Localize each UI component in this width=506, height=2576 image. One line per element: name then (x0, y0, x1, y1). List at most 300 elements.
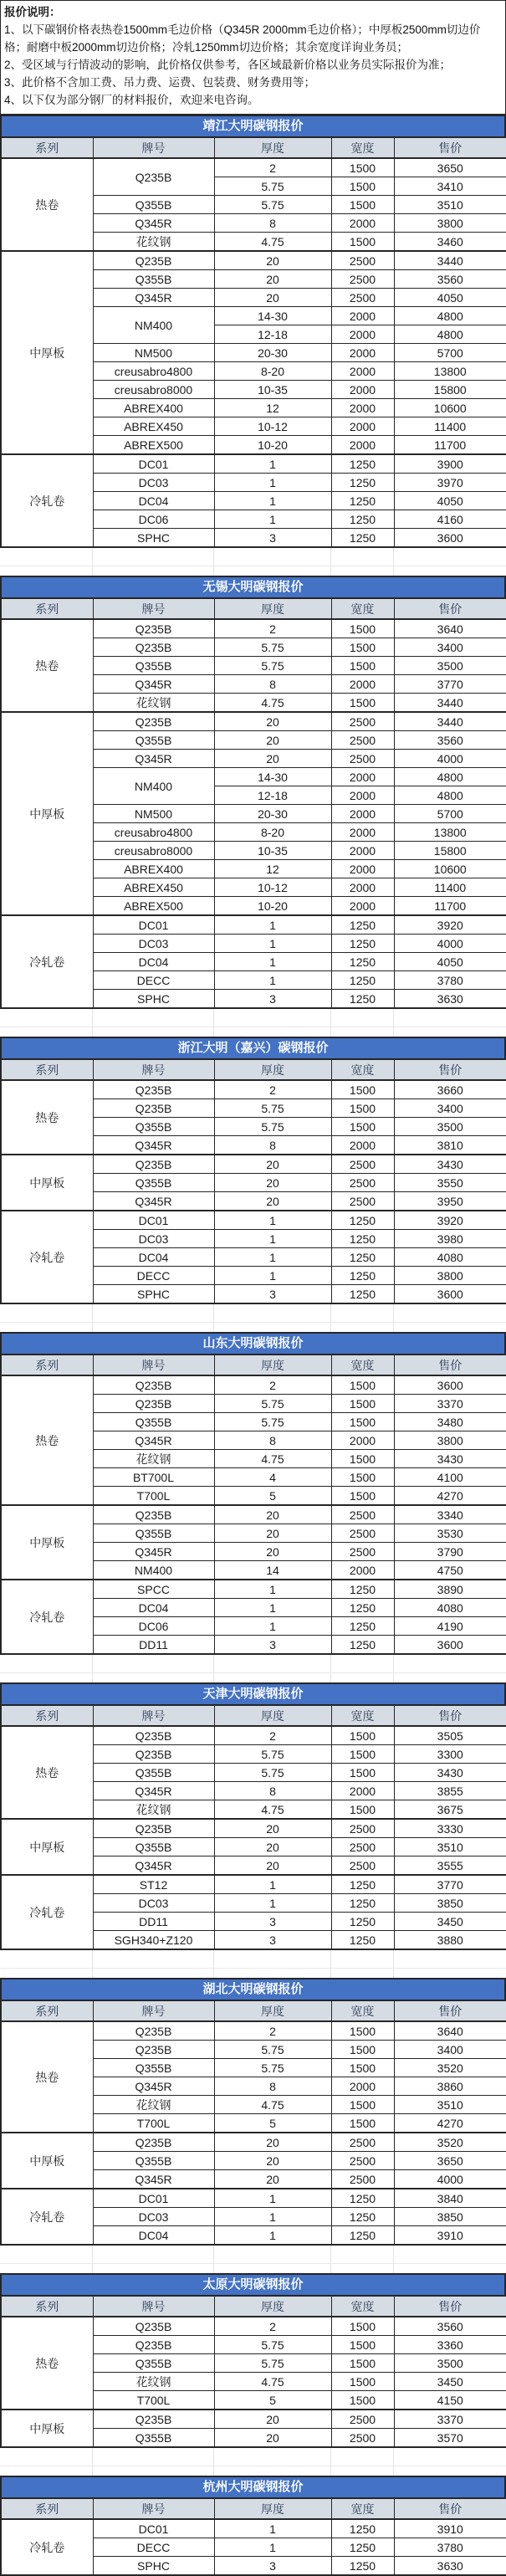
price-cell: 3400 (394, 1099, 506, 1118)
width-cell: 1500 (331, 2114, 394, 2133)
price-cell: 3400 (394, 2041, 506, 2059)
series-cell: 热卷 (1, 158, 93, 251)
brand-cell: ABREX450 (93, 878, 214, 897)
price-grid (0, 1704, 506, 1950)
note-line: 3、此价格不含加工费、吊力费、运费、包装费、财务费用等； (4, 76, 316, 89)
brand-cell: ST12 (93, 1875, 214, 1894)
gridline (393, 1009, 394, 1037)
brand-cell: Q345R (93, 1136, 214, 1155)
width-cell: 2000 (331, 768, 394, 786)
thickness-cell: 1 (214, 2538, 331, 2557)
price-table (0, 1037, 506, 1304)
thickness-cell: 3 (214, 1636, 331, 1655)
price-cell: 3370 (394, 1395, 506, 1413)
price-grid (0, 1354, 506, 1655)
thickness-cell: 5.75 (214, 196, 331, 214)
notes-heading: 报价说明： (4, 6, 61, 18)
thickness-cell: 5.75 (214, 1745, 331, 1764)
column-header: 系列 (1, 598, 93, 619)
thickness-cell: 1 (214, 915, 331, 935)
thickness-cell: 1 (214, 1230, 331, 1248)
column-header: 系列 (1, 1705, 93, 1726)
width-cell: 1500 (331, 2336, 394, 2354)
price-cell: 3430 (394, 1764, 506, 1782)
price-cell: 3555 (394, 1856, 506, 1876)
brand-cell: creusabro8000 (93, 381, 214, 399)
header-row (1, 1059, 506, 1080)
width-cell: 2000 (331, 1561, 394, 1580)
width-cell: 2500 (331, 251, 394, 270)
thickness-cell: 1 (214, 935, 331, 953)
thickness-cell: 20 (214, 2170, 331, 2189)
brand-cell: NM400 (93, 768, 214, 805)
thickness-cell: 1 (214, 1267, 331, 1285)
brand-cell: DECC (93, 971, 214, 990)
price-cell: 11700 (394, 436, 506, 455)
width-cell: 2000 (331, 860, 394, 878)
price-cell: 4750 (394, 1561, 506, 1580)
width-cell: 1500 (331, 1800, 394, 1820)
brand-cell: SPHC (93, 2557, 214, 2576)
thickness-cell: 1 (214, 1580, 331, 1599)
brand-cell: creusabro4800 (93, 823, 214, 842)
width-cell: 1500 (331, 1375, 394, 1395)
series-cell: 冷轧卷 (1, 1875, 93, 1949)
thickness-cell: 20 (214, 289, 331, 307)
gridline (0, 1322, 506, 1323)
column-header: 宽度 (331, 2000, 394, 2021)
thickness-cell: 8 (214, 1431, 331, 1450)
thickness-cell: 8-20 (214, 823, 331, 842)
brand-cell: ABREX400 (93, 860, 214, 878)
column-header: 系列 (1, 2296, 93, 2317)
thickness-cell: 5.75 (214, 1413, 331, 1431)
brand-cell: NM500 (93, 344, 214, 362)
column-header: 厚度 (214, 1705, 331, 1726)
thickness-cell: 20 (214, 1174, 331, 1192)
table-title: 杭州大明碳钢报价 (0, 2476, 506, 2497)
gridline (92, 1655, 93, 1682)
brand-cell: Q345R (93, 1192, 214, 1211)
brand-cell: Q235B (93, 158, 214, 196)
width-cell: 1250 (331, 1248, 394, 1267)
price-cell: 4800 (394, 325, 506, 344)
width-cell: 2500 (331, 1155, 394, 1174)
width-cell: 1500 (331, 1080, 394, 1099)
thickness-cell: 8 (214, 214, 331, 233)
column-header: 系列 (1, 1355, 93, 1375)
thickness-cell: 4 (214, 1468, 331, 1487)
price-cell: 3560 (394, 731, 506, 750)
table-title: 天津大明碳钢报价 (0, 1682, 506, 1704)
price-cell: 3910 (394, 2519, 506, 2538)
brand-cell: T700L (93, 2114, 214, 2133)
gridline (213, 1950, 214, 1978)
thickness-cell: 12-18 (214, 786, 331, 805)
width-cell: 2500 (331, 1192, 394, 1211)
price-cell: 3600 (394, 529, 506, 548)
thickness-cell: 1 (214, 2226, 331, 2246)
width-cell: 2500 (331, 289, 394, 307)
thickness-cell: 5.75 (214, 2336, 331, 2354)
table-row (1, 619, 506, 638)
column-header: 售价 (394, 1059, 506, 1080)
gridline (213, 548, 214, 576)
brand-cell: 花纹钢 (93, 2373, 214, 2391)
brand-cell: DC01 (93, 1211, 214, 1230)
width-cell: 1500 (331, 196, 394, 214)
price-cell: 3910 (394, 2226, 506, 2246)
width-cell: 2000 (331, 1136, 394, 1155)
gridline (213, 2448, 214, 2476)
price-cell: 3480 (394, 1413, 506, 1431)
brand-cell: Q235B (93, 2317, 214, 2336)
price-cell: 3790 (394, 1543, 506, 1561)
price-cell: 3600 (394, 1636, 506, 1655)
series-cell: 中厚板 (1, 712, 93, 915)
width-cell: 2500 (331, 731, 394, 750)
price-cell: 3900 (394, 454, 506, 474)
column-header: 宽度 (331, 598, 394, 619)
gridline (330, 2448, 331, 2476)
price-cell: 4800 (394, 307, 506, 325)
brand-cell: DC04 (93, 2226, 214, 2246)
gridline (92, 1950, 93, 1978)
width-cell: 2000 (331, 214, 394, 233)
price-cell: 3640 (394, 2021, 506, 2041)
column-header: 厚度 (214, 1355, 331, 1375)
width-cell: 1250 (331, 529, 394, 548)
price-cell: 4080 (394, 1599, 506, 1617)
table-row (1, 712, 506, 731)
brand-cell: Q235B (93, 2021, 214, 2041)
column-header: 宽度 (331, 1059, 394, 1080)
gridline (393, 2448, 394, 2476)
price-cell: 4150 (394, 2391, 506, 2410)
table-title: 太原大明碳钢报价 (0, 2273, 506, 2295)
thickness-cell: 5 (214, 1487, 331, 1506)
header-row (1, 1355, 506, 1375)
thickness-cell: 5.75 (214, 638, 331, 657)
price-cell: 10600 (394, 860, 506, 878)
column-header: 牌号 (93, 1059, 214, 1080)
width-cell: 2000 (331, 786, 394, 805)
width-cell: 1500 (331, 1099, 394, 1118)
brand-cell: Q355B (93, 270, 214, 289)
price-cell: 3770 (394, 1875, 506, 1894)
price-cell: 3850 (394, 1894, 506, 1913)
table-row (1, 158, 506, 177)
thickness-cell: 2 (214, 1375, 331, 1395)
brand-cell: DC06 (93, 1617, 214, 1636)
thickness-cell: 1 (214, 1248, 331, 1267)
width-cell: 1250 (331, 915, 394, 935)
header-row (1, 2498, 506, 2519)
width-cell: 1250 (331, 1875, 394, 1894)
price-cell: 4080 (394, 1248, 506, 1267)
series-cell: 热卷 (1, 619, 93, 712)
series-cell: 冷轧卷 (1, 915, 93, 1008)
width-cell: 2000 (331, 675, 394, 694)
width-cell: 1500 (331, 638, 394, 657)
thickness-cell: 20 (214, 1524, 331, 1543)
thickness-cell: 1 (214, 1599, 331, 1617)
width-cell: 2500 (331, 750, 394, 768)
price-grid (0, 1058, 506, 1304)
price-cell: 3330 (394, 1819, 506, 1838)
thickness-cell: 3 (214, 1285, 331, 1304)
brand-cell: Q235B (93, 1395, 214, 1413)
width-cell: 1250 (331, 510, 394, 529)
brand-cell: DC03 (93, 1230, 214, 1248)
width-cell: 2500 (331, 2429, 394, 2448)
thickness-cell: 1 (214, 1894, 331, 1913)
brand-cell: SGH340+Z120 (93, 1931, 214, 1950)
price-cell: 3560 (394, 270, 506, 289)
thickness-cell: 2 (214, 158, 331, 177)
brand-cell: ABREX500 (93, 897, 214, 916)
brand-cell: DC04 (93, 953, 214, 971)
column-header: 厚度 (214, 1059, 331, 1080)
width-cell: 2500 (331, 2152, 394, 2170)
width-cell: 1250 (331, 1913, 394, 1931)
price-cell: 3630 (394, 990, 506, 1009)
width-cell: 1250 (331, 1285, 394, 1304)
price-cell: 3880 (394, 1931, 506, 1950)
thickness-cell: 8-20 (214, 362, 331, 381)
column-header: 牌号 (93, 2296, 214, 2317)
price-cell: 3440 (394, 712, 506, 731)
column-header: 宽度 (331, 1355, 394, 1375)
thickness-cell: 1 (214, 1875, 331, 1894)
price-cell: 3800 (394, 1267, 506, 1285)
brand-cell: Q235B (93, 1099, 214, 1118)
thickness-cell: 4.75 (214, 2096, 331, 2114)
brand-cell: DC03 (93, 474, 214, 492)
thickness-cell: 8 (214, 2077, 331, 2096)
column-header: 售价 (394, 2296, 506, 2317)
thickness-cell: 12 (214, 399, 331, 417)
price-cell: 3440 (394, 694, 506, 713)
brand-cell: Q235B (93, 712, 214, 731)
thickness-cell: 4.75 (214, 233, 331, 252)
gridline (330, 1655, 331, 1682)
thickness-cell: 1 (214, 1211, 331, 1230)
series-cell: 热卷 (1, 1726, 93, 1819)
width-cell: 1250 (331, 971, 394, 990)
width-cell: 1250 (331, 2208, 394, 2226)
price-cell: 5700 (394, 805, 506, 823)
price-cell: 3520 (394, 2133, 506, 2152)
brand-cell: DC01 (93, 454, 214, 474)
brand-cell: Q355B (93, 2059, 214, 2077)
price-cell: 3950 (394, 1192, 506, 1211)
price-cell: 4050 (394, 289, 506, 307)
price-cell: 3410 (394, 177, 506, 196)
brand-cell: 花纹钢 (93, 1800, 214, 1820)
column-header: 牌号 (93, 137, 214, 158)
table-row (1, 2519, 506, 2538)
thickness-cell: 20 (214, 1192, 331, 1211)
table-row (1, 1819, 506, 1838)
price-cell: 3520 (394, 2059, 506, 2077)
brand-cell: Q345R (93, 1543, 214, 1561)
series-cell: 冷轧卷 (1, 454, 93, 547)
thickness-cell: 10-20 (214, 897, 331, 916)
table-row (1, 1211, 506, 1230)
width-cell: 2000 (331, 381, 394, 399)
gridline (330, 1304, 331, 1332)
header-row (1, 598, 506, 619)
column-header: 牌号 (93, 1355, 214, 1375)
width-cell: 1250 (331, 2538, 394, 2557)
brand-cell: Q355B (93, 1524, 214, 1543)
width-cell: 1250 (331, 1580, 394, 1599)
thickness-cell: 20 (214, 2410, 331, 2429)
price-cell: 3500 (394, 657, 506, 675)
price-cell: 4000 (394, 935, 506, 953)
thickness-cell: 3 (214, 2557, 331, 2576)
header-row (1, 137, 506, 158)
width-cell: 2500 (331, 2410, 394, 2429)
brand-cell: Q355B (93, 1174, 214, 1192)
brand-cell: Q355B (93, 731, 214, 750)
price-cell: 4100 (394, 1468, 506, 1487)
price-cell: 3810 (394, 1136, 506, 1155)
thickness-cell: 5.75 (214, 1395, 331, 1413)
thickness-cell: 10-35 (214, 842, 331, 860)
price-cell: 3650 (394, 158, 506, 177)
price-cell: 4800 (394, 786, 506, 805)
width-cell: 2500 (331, 712, 394, 731)
table-row (1, 1875, 506, 1894)
thickness-cell: 14-30 (214, 768, 331, 786)
width-cell: 2500 (331, 270, 394, 289)
gridline (393, 1304, 394, 1332)
thickness-cell: 3 (214, 529, 331, 548)
width-cell: 1500 (331, 233, 394, 252)
brand-cell: Q355B (93, 1838, 214, 1856)
price-cell: 4000 (394, 750, 506, 768)
price-cell: 3675 (394, 1800, 506, 1820)
price-table (0, 1332, 506, 1655)
width-cell: 2500 (331, 1543, 394, 1561)
width-cell: 1250 (331, 492, 394, 510)
thickness-cell: 20 (214, 750, 331, 768)
brand-cell: Q355B (93, 1118, 214, 1136)
brand-cell: NM400 (93, 1561, 214, 1580)
price-cell: 15800 (394, 842, 506, 860)
price-cell: 3840 (394, 2189, 506, 2208)
brand-cell: DC01 (93, 2519, 214, 2538)
brand-cell: DC03 (93, 2208, 214, 2226)
price-cell: 3640 (394, 619, 506, 638)
column-header: 宽度 (331, 2498, 394, 2519)
table-row (1, 1580, 506, 1599)
width-cell: 2500 (331, 1524, 394, 1543)
price-cell: 4800 (394, 768, 506, 786)
width-cell: 1500 (331, 1413, 394, 1431)
table-gap (0, 548, 506, 576)
width-cell: 1250 (331, 2557, 394, 2576)
width-cell: 2000 (331, 823, 394, 842)
brand-cell: Q235B (93, 1080, 214, 1099)
width-cell: 2500 (331, 1174, 394, 1192)
price-cell: 3460 (394, 233, 506, 252)
width-cell: 1500 (331, 2096, 394, 2114)
brand-cell: SPHC (93, 990, 214, 1009)
table-gap (0, 1950, 506, 1978)
width-cell: 1500 (331, 177, 394, 196)
brand-cell: Q345R (93, 2170, 214, 2189)
price-cell: 3920 (394, 915, 506, 935)
brand-cell: Q355B (93, 196, 214, 214)
price-cell: 3510 (394, 1838, 506, 1856)
price-grid (0, 136, 506, 548)
thickness-cell: 4.75 (214, 694, 331, 713)
thickness-cell: 20 (214, 2152, 331, 2170)
brand-cell: SPHC (93, 529, 214, 548)
width-cell: 2000 (331, 2077, 394, 2096)
price-cell: 3780 (394, 971, 506, 990)
table-row (1, 2133, 506, 2152)
thickness-cell: 5.75 (214, 2354, 331, 2373)
thickness-cell: 5.75 (214, 177, 331, 196)
width-cell: 2000 (331, 1431, 394, 1450)
width-cell: 1500 (331, 2391, 394, 2410)
brand-cell: Q235B (93, 1726, 214, 1745)
table-gap (0, 2448, 506, 2476)
column-header: 厚度 (214, 137, 331, 158)
thickness-cell: 20 (214, 270, 331, 289)
width-cell: 1500 (331, 1468, 394, 1487)
table-title: 无锡大明碳钢报价 (0, 576, 506, 597)
brand-cell: Q235B (93, 1745, 214, 1764)
thickness-cell: 1 (214, 971, 331, 990)
price-cell: 3600 (394, 1285, 506, 1304)
gridline (0, 2263, 506, 2264)
thickness-cell: 8 (214, 675, 331, 694)
price-cell: 3980 (394, 1230, 506, 1248)
thickness-cell: 5.75 (214, 2041, 331, 2059)
brand-cell: ABREX450 (93, 417, 214, 436)
brand-cell: ABREX500 (93, 436, 214, 455)
thickness-cell: 10-12 (214, 878, 331, 897)
price-cell: 11400 (394, 417, 506, 436)
brand-cell: Q235B (93, 2336, 214, 2354)
width-cell: 1250 (331, 1211, 394, 1230)
thickness-cell: 20 (214, 1819, 331, 1838)
brand-cell: DECC (93, 2538, 214, 2557)
price-grid (0, 2295, 506, 2448)
thickness-cell: 12 (214, 860, 331, 878)
thickness-cell: 4.75 (214, 2373, 331, 2391)
width-cell: 1500 (331, 1745, 394, 1764)
brand-cell: 花纹钢 (93, 233, 214, 252)
width-cell: 1500 (331, 2041, 394, 2059)
price-cell: 3300 (394, 1745, 506, 1764)
price-cell: 3890 (394, 1580, 506, 1599)
price-cell: 3510 (394, 2096, 506, 2114)
table-row (1, 915, 506, 935)
width-cell: 1250 (331, 2189, 394, 2208)
price-grid (0, 597, 506, 1009)
series-cell: 冷轧卷 (1, 2189, 93, 2245)
price-cell: 3660 (394, 1080, 506, 1099)
price-cell: 3800 (394, 1431, 506, 1450)
series-cell: 冷轧卷 (1, 1580, 93, 1654)
column-header: 系列 (1, 137, 93, 158)
